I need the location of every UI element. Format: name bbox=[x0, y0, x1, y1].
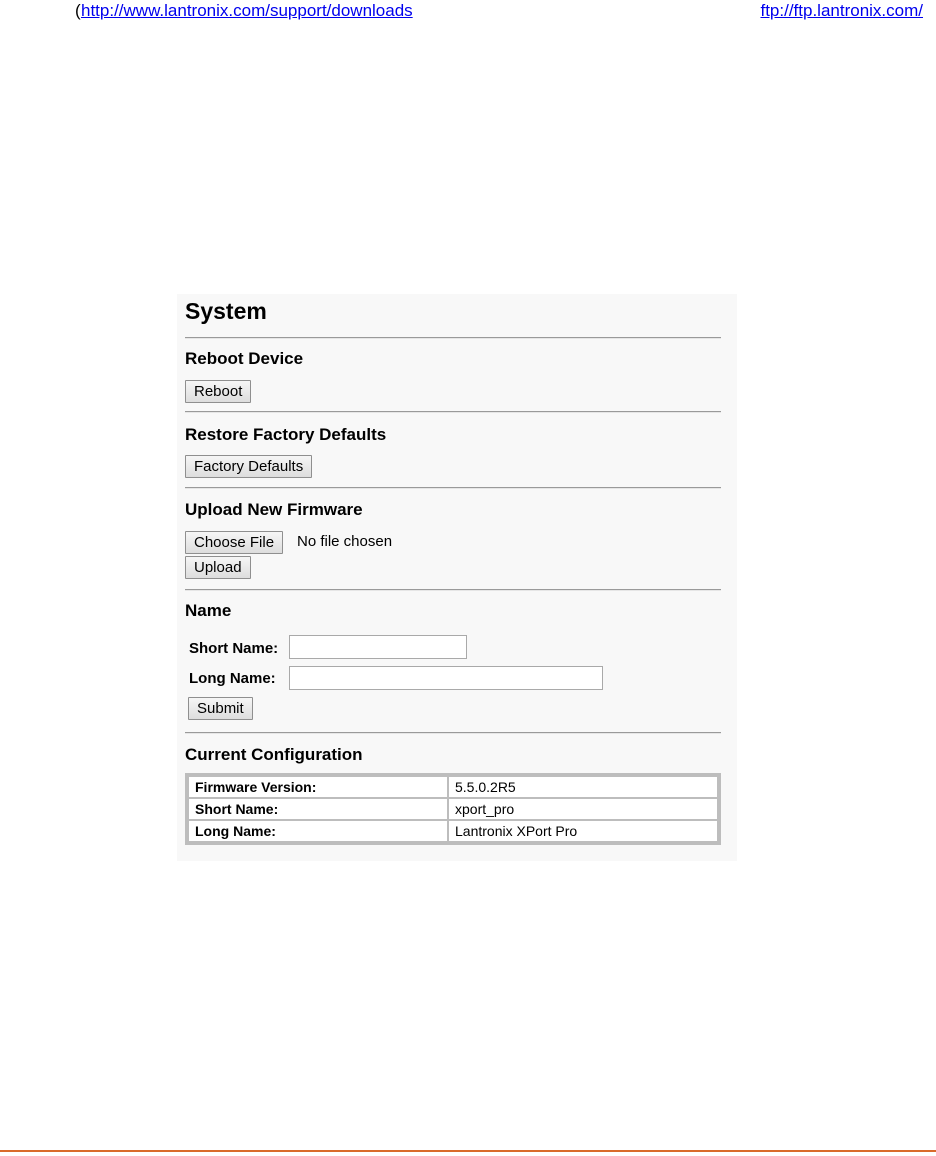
downloads-link[interactable]: http://www.lantronix.com/support/downloads bbox=[81, 1, 413, 20]
long-name-input[interactable] bbox=[289, 666, 603, 690]
divider bbox=[185, 732, 721, 734]
upload-button[interactable]: Upload bbox=[185, 556, 251, 579]
factory-defaults-button[interactable]: Factory Defaults bbox=[185, 455, 312, 478]
config-value: 5.5.0.2R5 bbox=[449, 777, 717, 797]
config-key: Firmware Version: bbox=[189, 777, 447, 797]
footer-rule bbox=[0, 1150, 936, 1152]
table-row bbox=[189, 799, 717, 819]
config-key: Short Name: bbox=[189, 799, 447, 819]
reboot-heading: Reboot Device bbox=[185, 349, 304, 368]
divider bbox=[185, 487, 721, 489]
divider bbox=[185, 337, 721, 339]
divider bbox=[185, 589, 721, 591]
page-title: System bbox=[185, 298, 267, 324]
open-paren: ( bbox=[75, 1, 81, 20]
table-row bbox=[189, 777, 717, 797]
current-config-heading: Current Configuration bbox=[185, 745, 363, 764]
top-links-line bbox=[0, 0, 936, 24]
config-value: xport_pro bbox=[449, 799, 717, 819]
name-heading: Name bbox=[185, 601, 232, 620]
table-row bbox=[189, 821, 717, 841]
reboot-button[interactable]: Reboot bbox=[185, 380, 251, 403]
firmware-heading: Upload New Firmware bbox=[185, 500, 363, 519]
factory-defaults-heading: Restore Factory Defaults bbox=[185, 425, 387, 444]
config-key: Long Name: bbox=[189, 821, 447, 841]
system-panel bbox=[177, 294, 737, 861]
config-table bbox=[185, 773, 721, 845]
short-name-input[interactable] bbox=[289, 635, 467, 659]
submit-button[interactable]: Submit bbox=[188, 697, 253, 720]
ftp-link[interactable]: ftp://ftp.lantronix.com/ bbox=[760, 1, 923, 20]
choose-file-button[interactable]: Choose File bbox=[185, 531, 283, 554]
no-file-chosen-text: No file chosen bbox=[297, 533, 393, 550]
long-name-label: Long Name: bbox=[189, 670, 276, 687]
short-name-label: Short Name: bbox=[189, 640, 279, 657]
config-value: Lantronix XPort Pro bbox=[449, 821, 717, 841]
divider bbox=[185, 411, 721, 413]
